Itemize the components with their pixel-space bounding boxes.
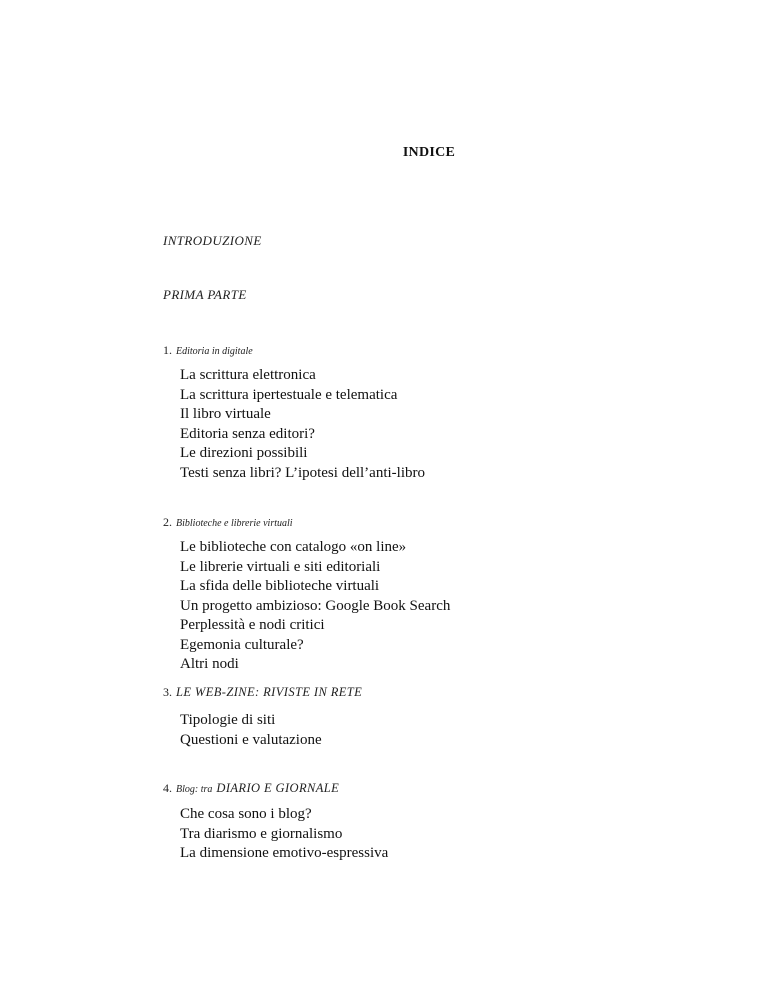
toc-entry[interactable]: Il libro virtuale	[180, 406, 271, 422]
chapter-number: 4.	[163, 781, 172, 795]
chapter-title: Editoria in digitale	[176, 346, 253, 357]
chapter-2-entries	[180, 538, 450, 675]
chapter-3-entries	[180, 711, 322, 750]
chapter-title: Biblioteche e librerie virtuali	[176, 518, 293, 529]
chapter-number: 3.	[163, 685, 172, 699]
chapter-1-heading	[163, 341, 253, 359]
chapter-title: LE WEB-ZINE: RIVISTE IN RETE	[176, 685, 363, 699]
toc-entry[interactable]: Altri nodi	[180, 656, 239, 672]
chapter-3-heading	[163, 683, 362, 701]
chapter-title-prefix: Blog: tra	[176, 784, 213, 795]
chapter-1-entries	[180, 366, 425, 483]
chapter-2-heading	[163, 513, 293, 531]
toc-entry[interactable]: Egemonia culturale?	[180, 636, 304, 653]
toc-entry[interactable]: Le biblioteche con catalogo «on line»	[180, 539, 407, 555]
part-one-heading: PRIMA PARTE	[163, 287, 247, 302]
chapter-4-heading	[163, 779, 339, 797]
toc-entry[interactable]: Tipologie di siti	[180, 712, 276, 728]
chapter-4-entries	[180, 805, 388, 864]
toc-entry[interactable]: Che cosa sono i blog?	[180, 806, 312, 822]
chapter-number: 2.	[163, 515, 172, 529]
chapter-number: 1.	[163, 343, 172, 357]
toc-entry[interactable]: Testi senza libri? L’ipotesi dell’anti-libro	[180, 464, 425, 481]
toc-entry[interactable]: La dimensione emotivo-espressiva	[180, 845, 389, 861]
toc-entry[interactable]: Le direzioni possibili	[180, 445, 308, 461]
toc-entry[interactable]: Questioni e valutazione	[180, 731, 322, 748]
toc-entry[interactable]: Tra diarismo e giornalismo	[180, 825, 343, 842]
toc-entry[interactable]: Perplessità e nodi critici	[180, 617, 325, 633]
introduction-heading: INTRODUZIONE	[163, 233, 262, 248]
toc-entry[interactable]: La scrittura elettronica	[180, 367, 316, 383]
toc-entry[interactable]: La scrittura ipertestuale e telematica	[180, 386, 398, 403]
toc-entry[interactable]: La sfida delle biblioteche virtuali	[180, 578, 380, 594]
toc-entry[interactable]: Editoria senza editori?	[180, 425, 315, 442]
page-title: INDICE	[402, 145, 456, 160]
toc-entry[interactable]: Le librerie virtuali e siti editoriali	[180, 558, 381, 575]
chapter-title: DIARIO E GIORNALE	[216, 781, 340, 795]
toc-entry[interactable]: Un progetto ambizioso: Google Book Search	[180, 597, 451, 614]
